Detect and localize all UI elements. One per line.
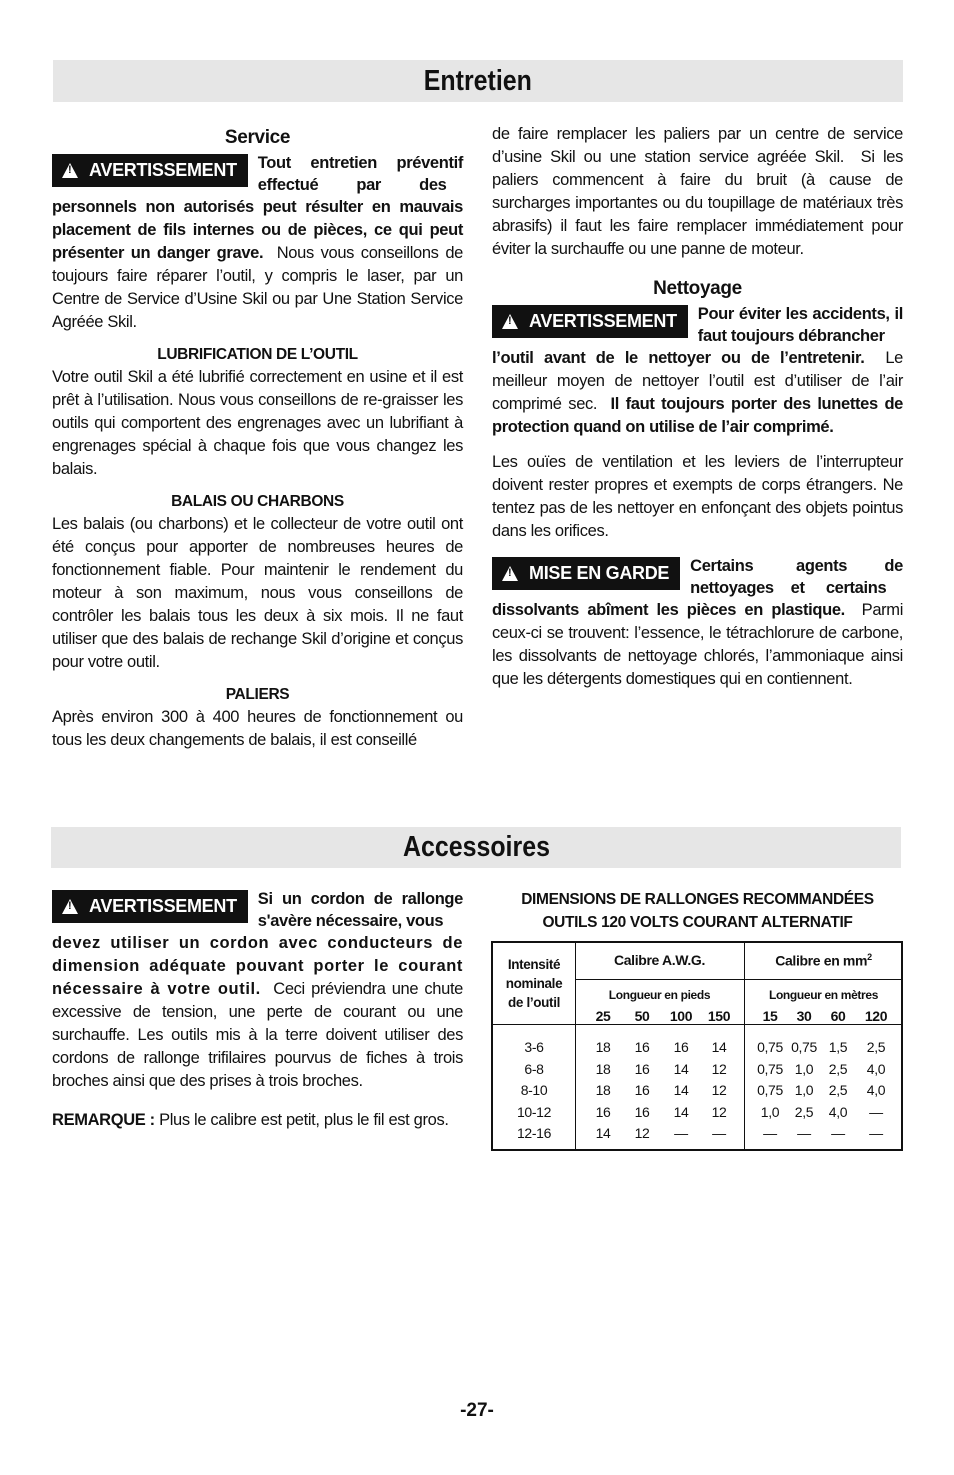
page-number: -27-: [460, 1400, 494, 1421]
service-warning-bold-start: Tout entretien préventif effectué par des: [257, 154, 463, 194]
service-warning-text: Nous vous conseillons de toujours faire réparer l’outil, y compris le laser, par un Centre de Service d’Usine Skil ou par Une Station Service Agréée Skil.: [52, 244, 463, 331]
table-cell-awg: 14: [673, 1103, 689, 1120]
table-cell-awg: 16: [673, 1039, 689, 1055]
entretien-right-column: [492, 123, 903, 691]
nettoyage-caution: [492, 555, 903, 599]
paliers-text-continued: de faire remplacer les paliers par un centre de service d’usine Skil ou une station service agréée Skil. Si les paliers commencent à faire du bruit (à cause de surcharges importantes ou du toupillage de matériaux très abrasifs) il faut les faire remplacer immédiatement pour éviter la surchauffe ou une panne de moteur.: [492, 125, 903, 258]
paliers-heading: PALIERS: [225, 686, 290, 703]
mm-header-sup: 2: [867, 952, 872, 962]
section-title-accessoires: Accessoires: [402, 831, 550, 863]
table-title-line1: DIMENSIONS DE RALLONGES RECOMMANDÉES: [521, 891, 874, 908]
table-cell-awg: 16: [634, 1060, 650, 1077]
table-cell-mm: 4,0: [828, 1103, 848, 1120]
table-cell-awg: —: [674, 1125, 688, 1141]
nettoyage-paragraph: [492, 347, 903, 439]
table-cell-awg: 16: [595, 1103, 611, 1120]
table-cell-intensity: 6-8: [524, 1060, 544, 1077]
table-divider: [575, 943, 576, 1149]
mm-length-header: 120: [864, 1008, 888, 1024]
table-cell-awg: 12: [711, 1082, 727, 1098]
service-warning: [52, 152, 463, 196]
lubrification-heading: LUBRIFICATION DE L’OUTIL: [157, 346, 358, 363]
table-divider: [493, 1024, 901, 1025]
balais-text: Les balais (ou charbons) et le collecteur de votre outil ont été conçus pour apporter de nombreuses heures de fonctionnement fiable. Pour maintenir le rendement du moteur à son maximum, nous vous conseillons de contrôler les balais tous les deux à six mois. Il ne faut utiliser que des balais de rechange Skil d’origine et conçus pour votre outil.: [52, 515, 463, 671]
remarque-label: REMARQUE :: [52, 1111, 155, 1129]
section-title-entretien: Entretien: [423, 65, 533, 97]
table-cell-awg: 12: [711, 1103, 727, 1120]
caution-badge-label: MISE EN GARDE: [529, 563, 670, 583]
table-cell-awg: 12: [711, 1060, 727, 1077]
mm-length-header: 30: [796, 1008, 812, 1024]
table-title-line2: OUTILS 120 VOLTS COURANT ALTERNATIF: [542, 914, 853, 931]
table-cell-mm: 2,5: [828, 1082, 848, 1098]
warning-triangle-icon: !: [502, 314, 518, 329]
table-cell-awg: 18: [595, 1060, 611, 1077]
table-cell-mm: —: [831, 1125, 845, 1141]
intensity-header: [493, 955, 575, 1012]
table-cell-mm: 0,75: [757, 1060, 783, 1077]
table-cell-mm: 4,0: [866, 1082, 886, 1098]
intensity-header-line: nominale: [505, 976, 563, 991]
accessoires-warning: [52, 888, 463, 932]
table-cell-mm: 0,75: [791, 1039, 817, 1055]
awg-header: Calibre A.W.G.: [613, 952, 706, 968]
awg-length-header: 150: [707, 1008, 731, 1024]
accessoires-paragraph: [52, 932, 463, 1093]
remarque: [52, 1109, 463, 1132]
service-paragraph: [52, 196, 463, 334]
table-divider: [575, 979, 901, 980]
extension-cord-table: [491, 941, 903, 1151]
accessoires-column: [52, 888, 463, 1132]
table-cell-awg: 14: [673, 1060, 689, 1077]
awg-length-header: 50: [634, 1008, 650, 1024]
entretien-left-column: [52, 126, 463, 752]
caution-bold: dissolvants abîment les pièces en plastique.: [492, 601, 845, 619]
nettoyage-warning-bold: l’outil avant de le nettoyer ou de l’entretenir.: [492, 349, 865, 367]
section-banner-accessoires: [51, 827, 901, 868]
table-cell-intensity: 10-12: [516, 1103, 552, 1120]
nettoyage-warning-bold2: Il faut toujours porter des lunettes de protection quand on utilise de l’air comprimé.: [492, 395, 903, 436]
table-cell-awg: 14: [711, 1039, 727, 1055]
mm-header: [744, 952, 903, 969]
warning-triangle-icon: !: [62, 899, 78, 914]
lubrification-text: Votre outil Skil a été lubrifié correctement en usine et il est prêt à l’utilisation. Nous vous conseillons de re-graisser les outils qui comportent des engrenages avec un lubrifiant à engrenages spécial à chaque fois que vous changez les balais.: [52, 368, 463, 478]
table-title: [492, 888, 903, 934]
table-cell-intensity: 12-16: [516, 1125, 552, 1141]
table-cell-awg: 14: [673, 1082, 689, 1098]
accessoires-warning-bold-start: Si un cordon de rallonge s'avère nécessaire, vous: [257, 890, 463, 930]
intensity-header-line: Intensité: [507, 957, 561, 972]
table-cell-mm: —: [869, 1103, 883, 1120]
nettoyage-warning: [492, 303, 903, 347]
table-cell-awg: 16: [634, 1082, 650, 1098]
table-divider: [744, 943, 745, 1149]
mm-length-header: 60: [830, 1008, 846, 1024]
service-warning-bold: personnels non autorisés peut résulter en mauvais placement de fils internes ou de pièces, ce qui peut présenter un danger grave.: [52, 198, 463, 262]
nettoyage-warning-bold-start: Pour éviter les accidents, il faut toujours débrancher: [697, 305, 903, 345]
table-cell-mm: 1,0: [760, 1103, 780, 1120]
nettoyage-warning-text: Le meilleur moyen de nettoyer l’outil est d’utiliser de l’air comprimé sec.: [492, 349, 904, 413]
table-cell-mm: 2,5: [828, 1060, 848, 1077]
table-cell-awg: 16: [634, 1103, 650, 1120]
warning-badge-label: AVERTISSEMENT: [89, 160, 237, 180]
intensity-header-line: de l’outil: [508, 995, 560, 1010]
mm-subheader: Longueur en mètres: [768, 988, 879, 1002]
accessoires-warning-text: Ceci préviendra une chute excessive de tension, une perte de courant ou une surchauffe. Les outils mis à la terre doivent utiliser des cordons de rallonge trifilaires pourvus de fiches à trois broches ainsi que des prises à trois broches.: [52, 980, 463, 1090]
awg-subheader: Longueur en pieds: [608, 988, 711, 1002]
caution-text: Parmi ceux-ci se trouvent: l’essence, le tétrachlorure de carbone, les dissolvants de nettoyage chlorés, l’ammoniaque ainsi que les détergents domestiques qui en contiennent.: [492, 601, 904, 688]
caution-bold-start: Certains agents de nettoyages et certains: [690, 557, 903, 597]
table-cell-mm: 4,0: [866, 1060, 886, 1077]
table-cell-mm: 1,0: [794, 1082, 814, 1098]
remarque-text: Plus le calibre est petit, plus le fil est gros.: [159, 1111, 449, 1129]
table-cell-mm: —: [869, 1125, 883, 1141]
mm-length-header: 15: [762, 1008, 778, 1024]
table-cell-mm: —: [763, 1125, 777, 1141]
table-cell-awg: —: [712, 1125, 726, 1141]
warning-badge: [52, 890, 248, 923]
table-cell-mm: 2,5: [866, 1039, 886, 1055]
table-cell-awg: 18: [595, 1039, 611, 1055]
service-heading: Service: [224, 127, 291, 148]
warning-badge-label: AVERTISSEMENT: [89, 896, 237, 916]
nettoyage-heading: Nettoyage: [653, 278, 742, 299]
table-cell-mm: 0,75: [757, 1082, 783, 1098]
caution-badge: [492, 557, 680, 590]
balais-heading: BALAIS OU CHARBONS: [171, 493, 344, 510]
section-banner-entretien: [53, 60, 903, 102]
table-cell-intensity: 8-10: [520, 1082, 548, 1098]
table-cell-mm: 1,5: [828, 1039, 848, 1055]
table-cell-mm: 2,5: [794, 1103, 814, 1120]
warning-badge: [52, 154, 248, 187]
table-cell-awg: 16: [634, 1039, 650, 1055]
caution-paragraph: [492, 599, 903, 691]
table-cell-awg: 14: [595, 1125, 611, 1141]
table-cell-awg: 18: [595, 1082, 611, 1098]
table-cell-mm: 0,75: [757, 1039, 783, 1055]
mm-header-label: Calibre en mm: [775, 952, 868, 969]
warning-badge-label: AVERTISSEMENT: [529, 311, 677, 331]
warning-triangle-icon: !: [62, 163, 78, 178]
paliers-text-start: Après environ 300 à 400 heures de fonctionnement ou tous les deux changements de balais, il est conseillé: [52, 708, 463, 749]
table-cell-mm: 1,0: [794, 1060, 814, 1077]
nettoyage-paragraph-2: Les ouïes de ventilation et les leviers de l’interrupteur doivent rester propres et exempts de corps étrangers. Ne tentez pas de les nettoyer en enfonçant des objets pointus dans les orifices.: [492, 453, 903, 540]
table-cell-mm: —: [797, 1125, 811, 1141]
table-cell-intensity: 3-6: [524, 1039, 544, 1055]
awg-length-header: 25: [595, 1008, 611, 1024]
accessoires-warning-bold: devez utiliser un cordon avec conducteurs de dimension adéquate pouvant porter le courant nécessaire à votre outil.: [52, 934, 463, 998]
warning-badge: [492, 305, 688, 338]
awg-length-header: 100: [669, 1008, 693, 1024]
table-cell-awg: 12: [634, 1125, 650, 1141]
warning-triangle-icon: !: [502, 566, 518, 581]
